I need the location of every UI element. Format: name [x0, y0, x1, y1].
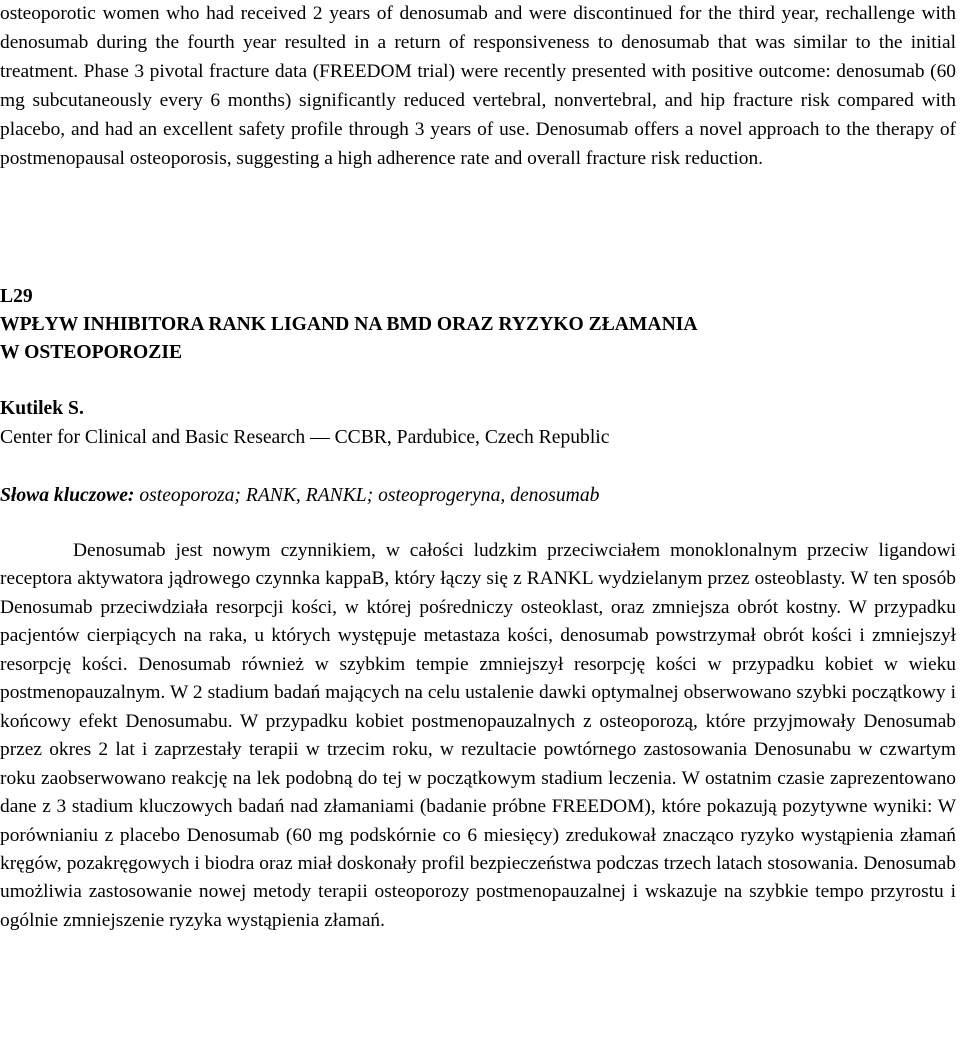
abstract-title-line-2: W OSTEOPOROZIE: [0, 342, 183, 363]
intro-paragraph: osteoporotic women who had received 2 years of denosumab and were discontinued for the third year, rechallenge with denosumab during the fourth year resulted in a return of responsiveness to denosumab that was similar to the initial treatment. Phase 3 pivotal fracture data (FREEDOM trial) were recently presented with positive outcome: denosumab (60 mg subcutaneously every 6 months) significantly reduced vertebral, nonvertebral, and hip fracture risk compared with placebo, and had an excellent safety profile through 3 years of use. Denosumab offers a novel approach to the therapy of postmenopausal osteoporosis, suggesting a high adherence rate and overall fracture risk reduction.: [0, 3, 956, 169]
abstract-body: Denosumab jest nowym czynnikiem, w całości ludzkim przeciwciałem monoklonalnym przeciw ligandowi receptora aktywatora jądrowego czynnka kappaB, który łączy się z RANKL wydzielanym przez osteoblasty. W ten sposób Denosumab przeciwdziała resorpcji kości, w której pośredniczy osteoklast, oraz zmniejsza obrót kostny. W przypadku pacjentów cierpiących na raka, u których występuje metastaza kości, denosumab powstrzymał obrót kości i zmniejszył resorpcję kości. Denosumab również w szybkim tempie zmniejszył resorpcję kości w przypadku kobiet w wieku postmenopauzalnym. W 2 stadium badań mających na celu ustalenie dawki optymalnej obserwowano szybki początkowy i końcowy efekt Denosumabu. W przypadku kobiet postmenopauzalnych z osteoporozą, które przyjmowały Denosumab przez okres 2 lat i zaprzestały terapii w trzecim roku, w rezultacie powtórnego zastosowania Denosunabu w czwartym roku zaobserwowano reakcję na lek podobną do tej w początkowym stadium leczenia. W ostatnim czasie zaprezentowano dane z 3 stadium kluczowych badań nad złamaniami (badanie próbne FREEDOM), które pokazują pozytywne wyniki: W porównianiu z placebo Denosumab (60 mg podskórnie co 6 miesięcy) zredukował znacząco ryzyko wystąpienia złamań kręgów, pozakręgowych i biodra oraz miał doskonały profil bezpieczeństwa podczas trzech latach stosowania. Denosumab umożliwia zastosowanie nowej metody terapii osteoporozy postmenopauzalnej i wskazuje na szybkie tempo przyrostu i ogólnie zmniejszenie ryzyka wystąpienia złamań.: [0, 540, 956, 931]
abstract-code: L29: [0, 286, 33, 307]
author-affiliation: Center for Clinical and Basic Research — CCBR, Pardubice, Czech Republic: [0, 427, 610, 448]
keywords-label: Słowa kluczowe:: [0, 485, 135, 506]
keywords-line: [0, 482, 599, 510]
abstract-title-line-1: WPŁYW INHIBITORA RANK LIGAND NA BMD ORAZ RYZYKO ZŁAMANIA: [0, 314, 698, 335]
keywords-list: osteoporoza; RANK, RANKL; osteoprogeryna, denosumab: [139, 485, 600, 506]
author-name: Kutilek S.: [0, 398, 84, 419]
abstract-title: [0, 311, 698, 367]
